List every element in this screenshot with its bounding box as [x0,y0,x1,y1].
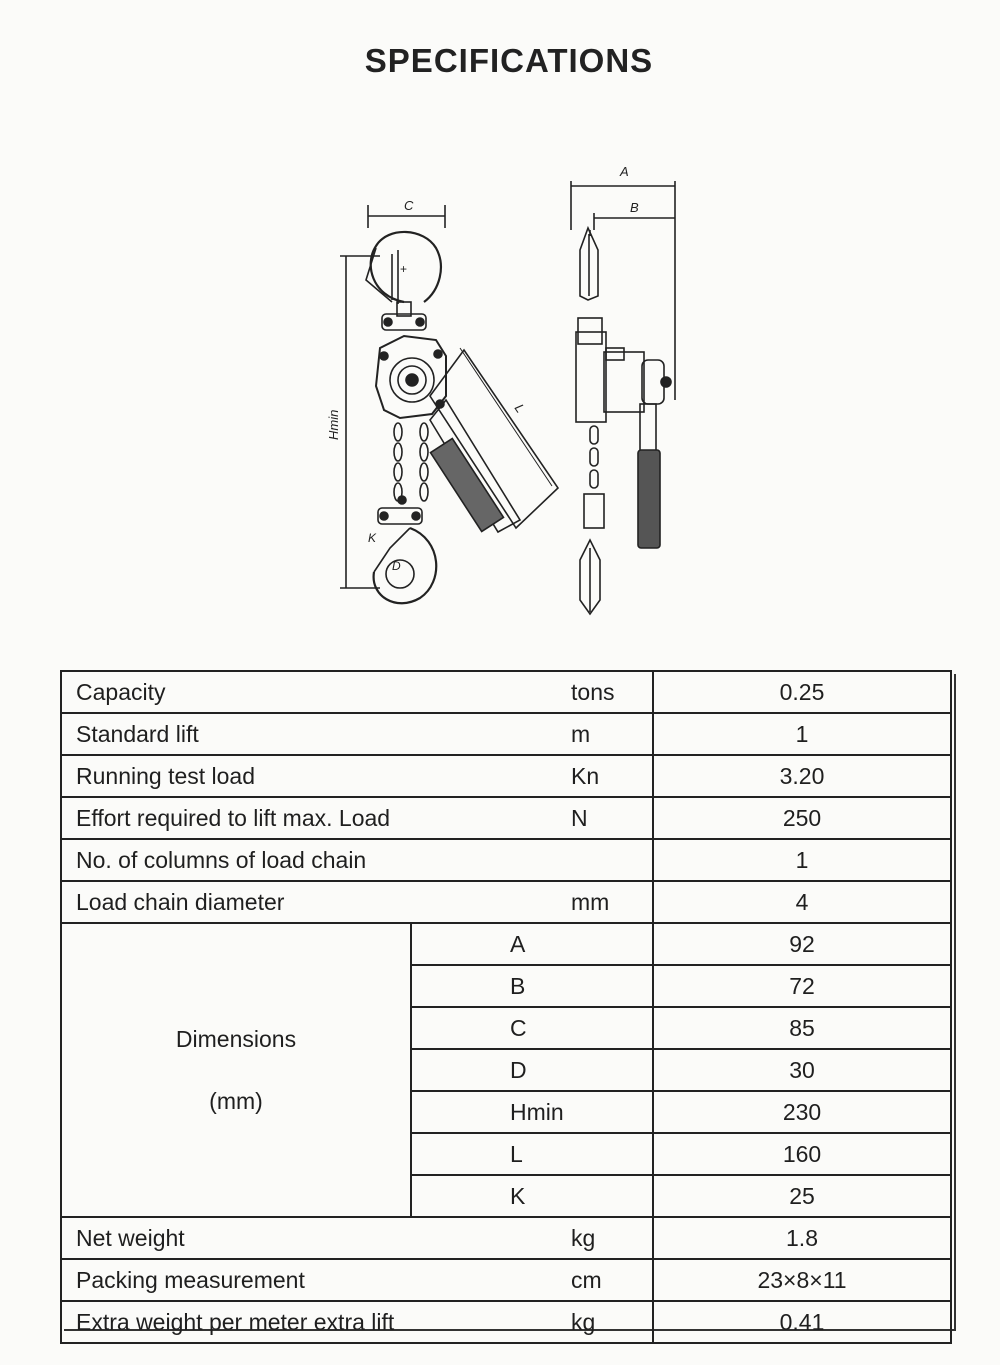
svg-text:+: + [400,262,408,276]
label-hmin: Hmin [326,409,341,440]
row-label: Net weight [61,1217,571,1259]
dimension-value: 92 [653,923,951,965]
label-c: C [404,198,414,213]
row-label: Packing measurement [61,1259,571,1301]
dimensions-cell [61,923,411,1217]
row-unit: m [571,713,653,755]
dimensions-label: Dimensions [175,1026,297,1052]
table-row [61,839,951,881]
specifications-table [60,670,952,1344]
dimension-value: 30 [653,1049,951,1091]
page-title: SPECIFICATIONS [364,42,654,79]
row-label: Capacity [61,671,571,713]
row-label: Running test load [61,755,571,797]
dimension-value: 160 [653,1133,951,1175]
table-row [61,1259,951,1301]
dimension-value: 85 [653,1007,951,1049]
table-row [61,755,951,797]
row-value: 250 [653,797,951,839]
label-l: L [511,401,529,416]
dimensions-unit: (mm) [209,1088,263,1114]
row-unit: Kn [571,755,653,797]
row-label: Standard lift [61,713,571,755]
dimension-name: D [411,1049,653,1091]
label-b: B [630,200,639,215]
row-unit: kg [571,1217,653,1259]
row-label: Load chain diameter [61,881,571,923]
row-label: Effort required to lift max. Load [61,797,571,839]
label-a: A [620,164,629,179]
label-k: K [368,531,377,545]
table-row [61,671,951,713]
row-unit: kg [571,1301,653,1343]
dimension-name: K [411,1175,653,1217]
table-row [61,923,951,965]
row-value: 0.41 [653,1301,951,1343]
row-label: No. of columns of load chain [61,839,571,881]
row-value: 0.25 [653,671,951,713]
row-value: 23×8×11 [653,1259,951,1301]
dimension-name: A [411,923,653,965]
row-unit [571,839,653,881]
dimension-value: 230 [653,1091,951,1133]
table-row [61,1301,951,1343]
row-value: 1 [653,713,951,755]
table-row [61,881,951,923]
dimension-name: Hmin [411,1091,653,1133]
dimension-name: L [411,1133,653,1175]
table-row [61,713,951,755]
lever-hoist-drawing [0,150,1000,630]
row-unit: N [571,797,653,839]
row-value: 3.20 [653,755,951,797]
row-value: 4 [653,881,951,923]
row-value: 1.8 [653,1217,951,1259]
row-unit: tons [571,671,653,713]
dimension-value: 25 [653,1175,951,1217]
table-row [61,797,951,839]
dimension-name: B [411,965,653,1007]
dimension-name: C [411,1007,653,1049]
row-value: 1 [653,839,951,881]
row-unit: mm [571,881,653,923]
table-row [61,1217,951,1259]
label-d: D [392,559,401,573]
row-label: Extra weight per meter extra lift [61,1301,571,1343]
dimension-value: 72 [653,965,951,1007]
row-unit: cm [571,1259,653,1301]
